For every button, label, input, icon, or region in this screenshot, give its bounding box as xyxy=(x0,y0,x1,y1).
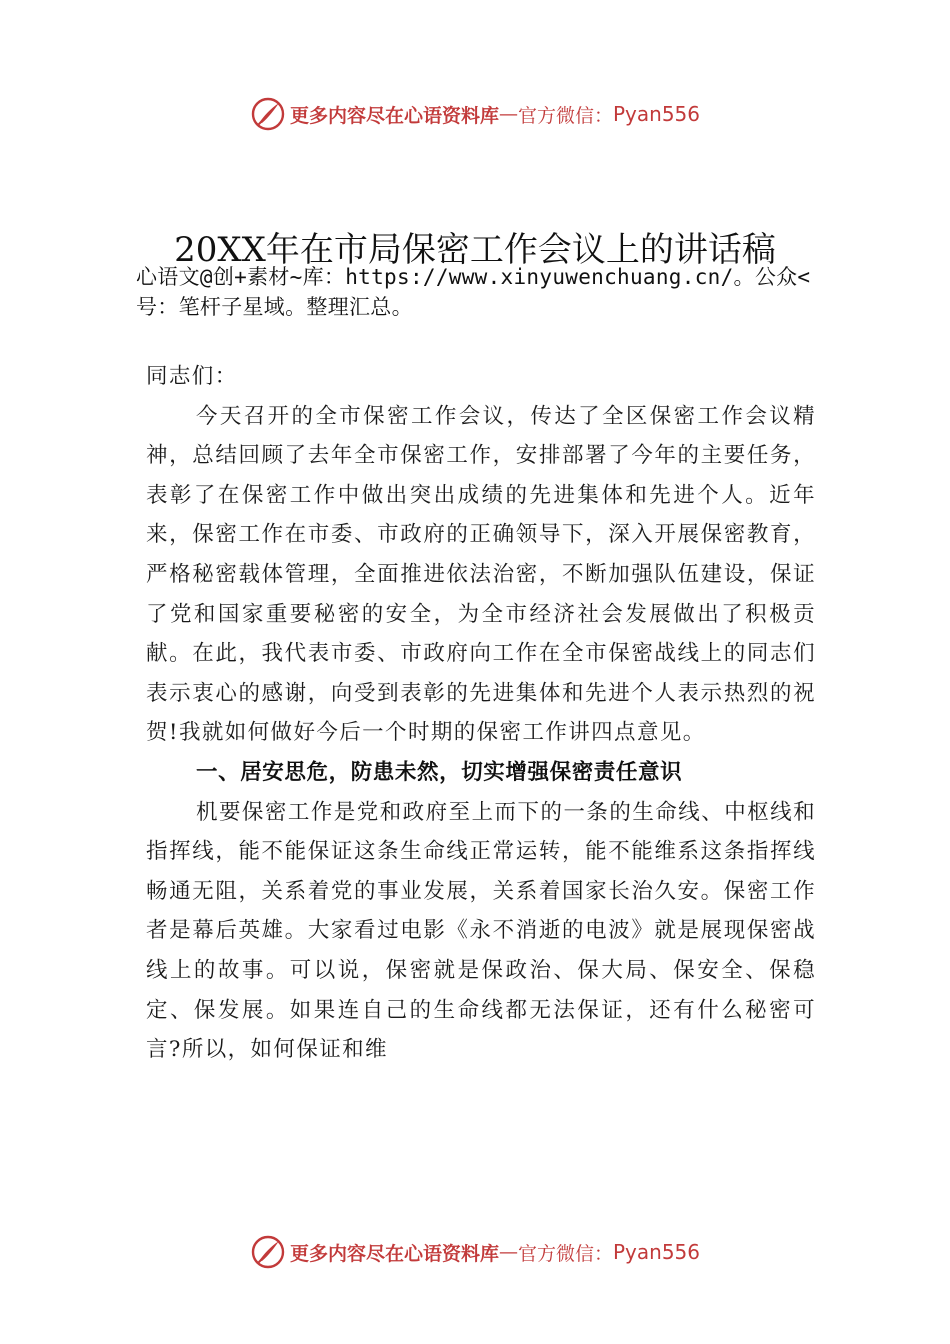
banner-wechat-id: Pyan556 xyxy=(613,1240,701,1264)
document-title: 20XX年在市局保密工作会议上的讲话稿 xyxy=(174,230,776,270)
footer-banner xyxy=(0,1232,950,1272)
section-heading: 一、居安思危，防患未然，切实增强保密责任意识 xyxy=(196,759,683,785)
document-body xyxy=(146,357,816,1070)
banner-wechat-label: 官方微信： xyxy=(517,104,613,127)
banner-wechat-label: 官方微信： xyxy=(517,1242,613,1265)
banner-main-text: 更多内容尽在心语资料库 xyxy=(289,1242,499,1265)
banner-main-text: 更多内容尽在心语资料库 xyxy=(289,104,499,127)
banner-wechat-id: Pyan556 xyxy=(613,102,701,126)
banner-separator: — xyxy=(498,103,518,125)
salutation: 同志们： xyxy=(146,364,238,389)
quill-pen-logo-icon xyxy=(250,1234,286,1270)
paragraph: 机要保密工作是党和政府至上而下的一条的生命线、中枢线和指挥线，能不能保证这条生命线正常运转，能不能维系这条指挥线畅通无阻，关系着党的事业发展，关系着国家长治久安。保密工作者是幕后英雄。大家看过电影《永不消逝的电波》就是展现保密战线上的故事。可以说，保密就是保政治、保大局、保安全、保稳定、保发展。如果连自己的生命线都无法保证，还有什么秘密可言?所以，如何保证和维 xyxy=(146,799,816,1063)
banner-separator: — xyxy=(498,1241,518,1263)
header-banner xyxy=(0,94,950,134)
quill-pen-logo-icon xyxy=(250,96,286,132)
paragraph: 今天召开的全市保密工作会议，传达了全区保密工作会议精神，总结回顾了去年全市保密工作，安排部署了今年的主要任务，表彰了在保密工作中做出突出成绩的先进集体和先进个人。近年来，保密工作在市委、市政府的正确领导下，深入开展保密教育，严格秘密载体管理，全面推进依法治密，不断加强队伍建设，保证了党和国家重要秘密的安全，为全市经济社会发展做出了积极贡献。在此，我代表市委、市政府向工作在全市保密战线上的同志们表示衷心的感谢，向受到表彰的先进集体和先进个人表示热烈的祝贺!我就如何做好今后一个时期的保密工作讲四点意见。 xyxy=(146,403,816,746)
source-line: 心语文@创+素材~库：https://www.xinyuwenchuang.cn/。公众<号：笔杆子星域。整理汇总。 xyxy=(136,265,811,319)
